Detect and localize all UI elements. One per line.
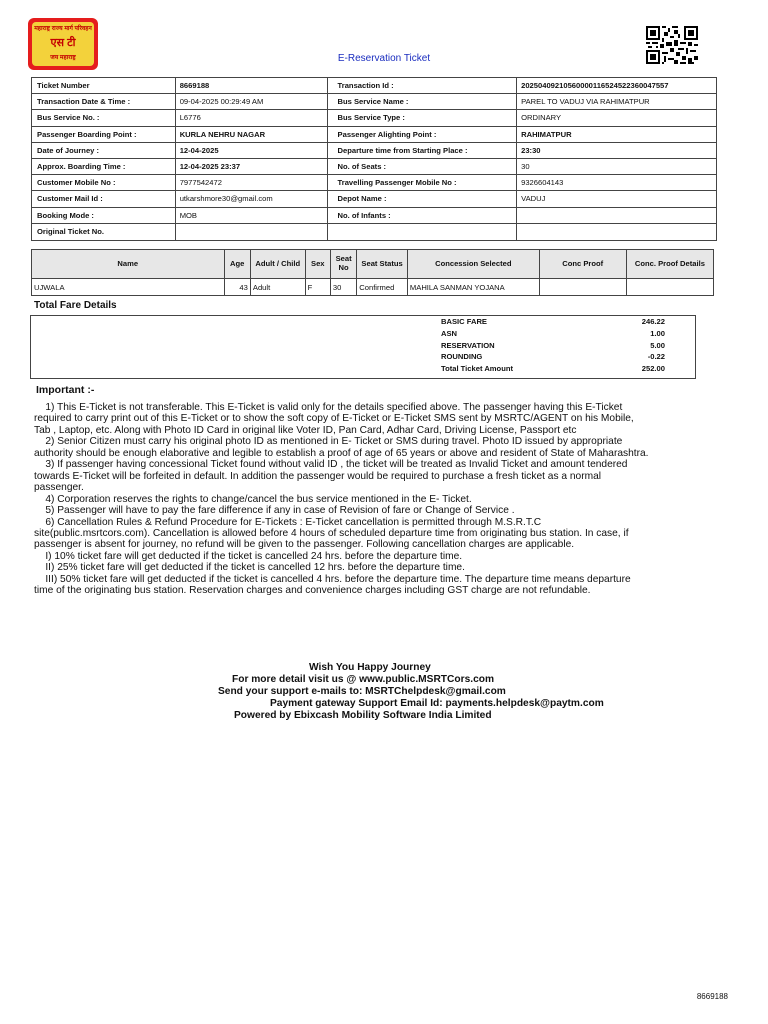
important-note: 6) Cancellation Rules & Refund Procedure for E-Tickets : E-Ticket cancellation is permitted through M.S.R.T.C site(public.msrtcors.com). Cancellation is allowed before 4 hours of scheduled departure time from originating bus station. In case, if passenger is absent for journey, no refund will be given to the passenger. Following cancellation charges are applicable. [34, 516, 629, 551]
important-note: I) 10% ticket fare will get deducted if the ticket is cancelled 24 hrs. before the departure time. [34, 550, 463, 562]
info-value-right: VADUJ [517, 191, 717, 207]
info-label-left: Transaction Date & Time : [32, 94, 176, 110]
info-row [32, 207, 717, 223]
fare-row [441, 317, 665, 329]
passenger-cell: MAHILA SANMAN YOJANA [407, 279, 539, 296]
info-label-left: Approx. Boarding Time : [32, 158, 176, 174]
passenger-cell [539, 279, 626, 296]
passenger-table-body [32, 279, 714, 296]
info-value-right: PAREL TO VADUJ VIA RAHIMATPUR [517, 94, 717, 110]
info-value-left: 09-04-2025 00:29:49 AM [175, 94, 327, 110]
passenger-col-header: Conc. Proof Details [626, 250, 713, 279]
info-label-right: Transaction Id : [327, 78, 517, 94]
fare-value: 5.00 [650, 340, 665, 350]
info-label-right: Depot Name : [327, 191, 517, 207]
ticket-info-body [32, 78, 717, 241]
info-label-left: Bus Service No. : [32, 110, 176, 126]
info-value-left: KURLA NEHRU NAGAR [175, 126, 327, 142]
passenger-row [32, 279, 714, 296]
info-row [32, 158, 717, 174]
passenger-col-header: Adult / Child [250, 250, 305, 279]
important-notes [34, 402, 650, 597]
important-heading: Important :- [36, 384, 95, 396]
passenger-col-header: Concession Selected [407, 250, 539, 279]
info-label-right [327, 223, 517, 240]
passenger-col-header: Seat Status [357, 250, 408, 279]
logo-mid-text: एस टी [50, 37, 76, 49]
info-value-left: 12-04-2025 [175, 142, 327, 158]
info-label-left: Booking Mode : [32, 207, 176, 223]
fare-label: ASN [441, 328, 458, 338]
footer-greeting: Wish You Happy Journey [309, 662, 431, 673]
info-row [32, 110, 717, 126]
info-label-left: Original Ticket No. [32, 223, 176, 240]
important-note: III) 50% ticket fare will get deducted if the ticket is cancelled 4 hrs. before the departure time. The departure time means departure time of the originating bus station. Reservation charges and convenience charges including GST charge are not refundable. [34, 573, 631, 597]
info-label-right: Bus Service Name : [327, 94, 517, 110]
important-note: 4) Corporation reserves the rights to change/cancel the bus service mentioned in the E- Ticket. [34, 493, 472, 505]
logo-top-text: महाराष्ट्र राज्य मार्ग परिवहन [34, 26, 92, 32]
passenger-col-header: Name [32, 250, 225, 279]
passenger-col-header: Seat No [330, 250, 356, 279]
logo-bottom-text: जय महाराष्ट्र [50, 55, 76, 61]
fare-row [441, 341, 665, 353]
info-label-left: Passenger Boarding Point : [32, 126, 176, 142]
info-value-left: 8669188 [175, 78, 327, 94]
info-label-right: Departure time from Starting Place : [327, 142, 517, 158]
ticket-info-table [31, 77, 717, 241]
important-note: II) 25% ticket fare will get deducted if the ticket is cancelled 12 hrs. before the departure time. [34, 562, 465, 574]
info-value-left: L6776 [175, 110, 327, 126]
fare-row [441, 352, 665, 364]
info-value-left: 12-04-2025 23:37 [175, 158, 327, 174]
passenger-table [31, 249, 714, 296]
footer-website: For more detail visit us @ www.public.MSRTCors.com [232, 674, 495, 685]
passenger-col-header: Sex [305, 250, 330, 279]
fare-label: Total Ticket Amount [441, 364, 514, 374]
info-row [32, 78, 717, 94]
info-row [32, 175, 717, 191]
fare-row [441, 329, 665, 341]
info-label-right: Passenger Alighting Point : [327, 126, 517, 142]
passenger-cell [626, 279, 713, 296]
passenger-cell: 43 [224, 279, 250, 296]
info-value-left: MOB [175, 207, 327, 223]
info-value-right [517, 223, 717, 240]
important-note: 2) Senior Citizen must carry his original photo ID as mentioned in E- Ticket or SMS during travel. Photo ID issued by appropriate authority should be enough elaborative and legible to establish a proof of age of 65 years or above and resident of State of Maharashtra. [34, 436, 649, 459]
fare-label: BASIC FARE [441, 317, 487, 326]
passenger-cell: 30 [330, 279, 356, 296]
passenger-cell: Confirmed [357, 279, 408, 296]
info-label-right: No. of Infants : [327, 207, 517, 223]
info-value-right: 23:30 [517, 142, 717, 158]
passenger-cell: F [305, 279, 330, 296]
fare-label: RESERVATION [441, 340, 495, 350]
passenger-cell: Adult [250, 279, 305, 296]
info-label-right: No. of Seats : [327, 158, 517, 174]
info-value-left [175, 223, 327, 240]
info-row [32, 191, 717, 207]
passenger-table-header [32, 250, 714, 279]
footer-powered-by: Powered by Ebixcash Mobility Software India Limited [234, 710, 492, 721]
info-row [32, 94, 717, 110]
fare-value: -0.22 [647, 352, 665, 362]
info-value-right: ORDINARY [517, 110, 717, 126]
passenger-col-header: Age [224, 250, 250, 279]
info-label-right: Bus Service Type : [327, 110, 517, 126]
footer-payment-email: Payment gateway Support Email Id: payments.helpdesk@paytm.com [270, 698, 604, 709]
info-label-left: Customer Mail Id : [32, 191, 176, 207]
info-row [32, 223, 717, 240]
fare-value: 1.00 [650, 328, 665, 338]
fare-value: 252.00 [641, 364, 665, 374]
info-label-right: Travelling Passenger Mobile No : [327, 175, 517, 191]
important-note: 3) If passenger having concessional Ticket found without valid ID , the ticket will be treated as Invalid Ticket and amount tendered towards E-Ticket will be forfeited in default. In addition the passenger would be required to purchase a fresh ticket as a normal passenger. [34, 459, 628, 494]
info-value-right: 20250409210560000116524522360047557 [517, 78, 717, 94]
info-row [32, 142, 717, 158]
page-title: E-Reservation Ticket [337, 53, 431, 64]
passenger-cell: UJWALA [32, 279, 225, 296]
info-value-left: utkarshmore30@gmail.com [175, 191, 327, 207]
fare-heading: Total Fare Details [34, 300, 117, 311]
info-row [32, 126, 717, 142]
info-label-left: Ticket Number [32, 78, 176, 94]
passenger-col-header: Conc Proof [539, 250, 626, 279]
important-note: 1) This E-Ticket is not transferable. This E-Ticket is valid only for the details specified above. The passenger having this E-Ticket required to carry print out of this E-Ticket or to show the soft copy of E-Ticket or E-Ticket SMS sent by MSRTC/AGENT on his Mobile, Tab , Laptop, etc. Along with Photo ID Card in original like Voter ID, Pan Card, Adhar Card, Driving License, Passport etc [34, 402, 634, 436]
page-number: 8669188 [696, 992, 728, 1001]
info-value-right [517, 207, 717, 223]
info-value-right: 30 [517, 158, 717, 174]
info-value-right: 9326604143 [517, 175, 717, 191]
fare-row [441, 364, 665, 376]
footer-support-email: Send your support e-mails to: MSRTChelpdesk@gmail.com [218, 686, 506, 697]
fare-value: 246.22 [641, 317, 665, 326]
info-value-left: 7977542472 [175, 175, 327, 191]
info-value-right: RAHIMATPUR [517, 126, 717, 142]
info-label-left: Date of Journey : [32, 142, 176, 158]
fare-label: ROUNDING [441, 352, 483, 362]
important-note: 5) Passenger will have to pay the fare difference if any in case of Revision of fare or Change of Service . [34, 505, 515, 517]
info-label-left: Customer Mobile No : [32, 175, 176, 191]
